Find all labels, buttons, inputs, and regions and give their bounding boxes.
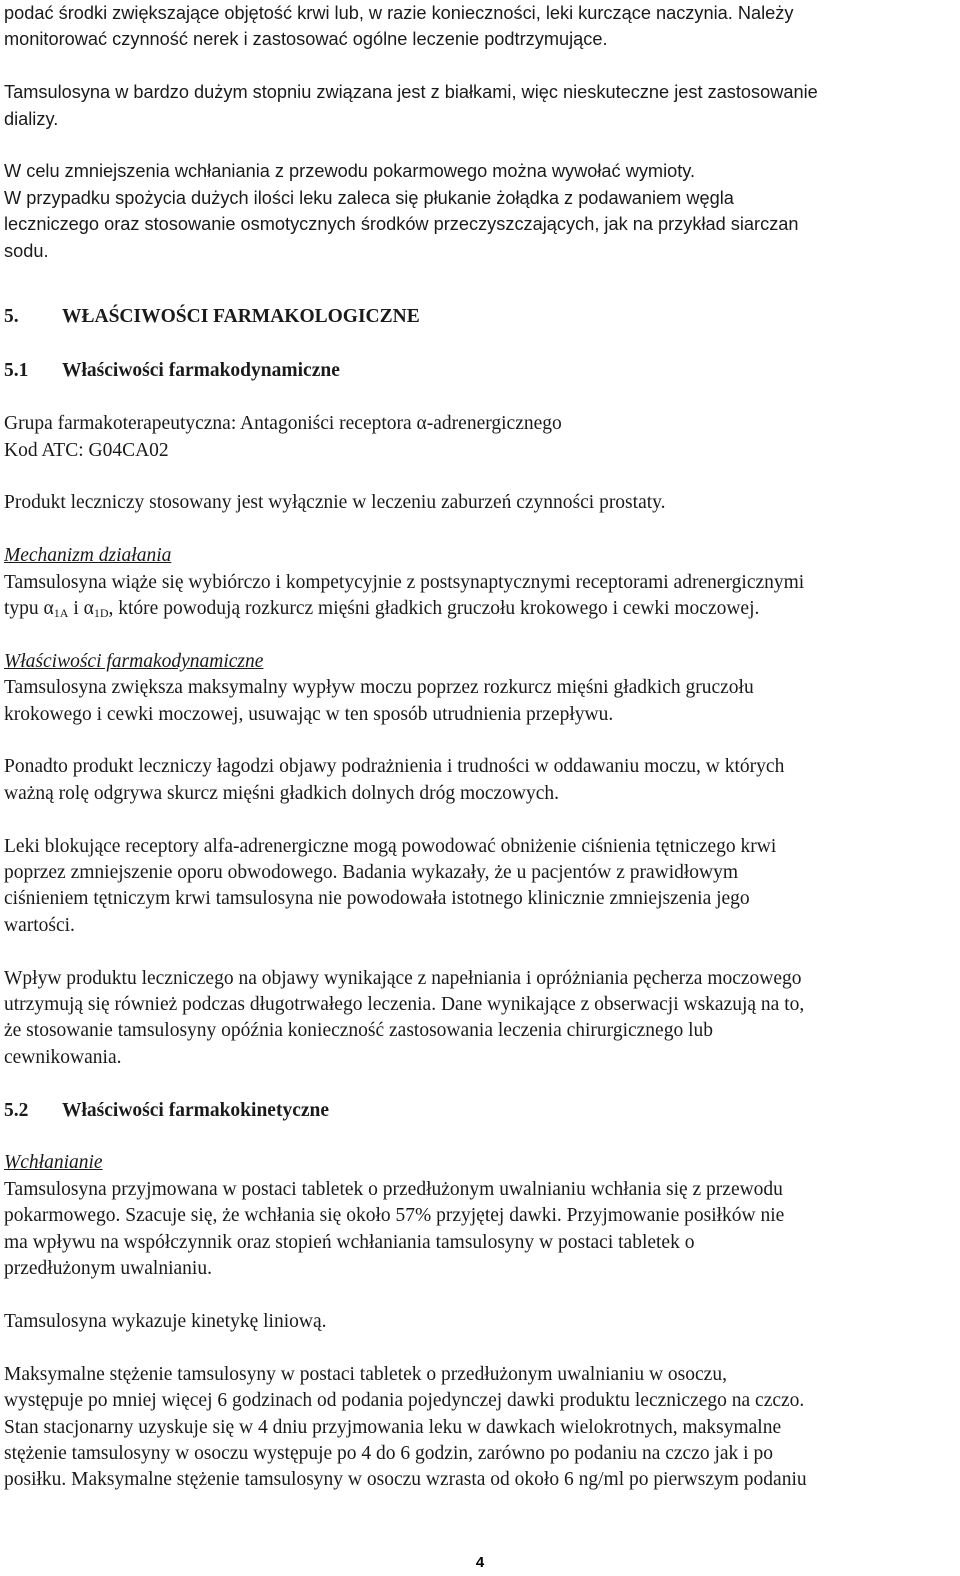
text-line: Tamsulosyna wykazuje kinetykę liniową. xyxy=(4,1310,327,1332)
section-title: Właściwości farmakokinetyczne xyxy=(62,1099,330,1121)
text-line: dializy. xyxy=(4,108,59,129)
text-line: sodu. xyxy=(4,240,49,261)
text-line: ciśnieniem tętniczym krwi tamsulosyna nie powodowała istotnego klinicznie zmniejszenia jego xyxy=(4,888,750,910)
mechanism-heading: Mechanizm działania xyxy=(4,545,172,567)
text-line: posiłku. Maksymalne stężenie tamsulosyny w osoczu wzrasta od około 6 ng/ml po pierwszym podaniu xyxy=(4,1469,807,1491)
text-line: Maksymalne stężenie tamsulosyny w postaci tabletek o przedłużonym uwalnianiu w osoczu, xyxy=(4,1363,727,1385)
section-title: WŁAŚCIWOŚCI FARMAKOLOGICZNE xyxy=(62,306,420,328)
text-line: Stan stacjonarny uzyskuje się w 4 dniu przyjmowania leku w dawkach wielokrotnych, maksymalne xyxy=(4,1416,782,1438)
product-indication: Produkt leczniczy stosowany jest wyłącznie w leczeniu zaburzeń czynności prostaty. xyxy=(4,492,666,514)
text-line: krokowego i cewki moczowej, usuwając w ten sposób utrudnienia przepływu. xyxy=(4,703,614,725)
text-line: Tamsulosyna zwiększa maksymalny wypływ moczu poprzez rozkurcz mięśni gładkich gruczołu xyxy=(4,677,754,699)
text-line: Tamsulosyna przyjmowana w postaci tabletek o przedłużonym uwalnianiu wchłania się z przewodu xyxy=(4,1178,783,1200)
pharmacotherapeutic-group: Grupa farmakoterapeutyczna: Antagoniści receptora α-adrenergiczneg​o xyxy=(4,413,562,435)
text-line: utrzymują się również podczas długotrwałego leczenia. Dane wynikające z obserwacji wskazują na to, xyxy=(4,994,805,1016)
text-line: wartości. xyxy=(4,914,75,936)
atc-code: Kod ATC: G04CA02 xyxy=(4,439,169,461)
pharmacodynamics-heading: Właściwości farmakodynamiczne xyxy=(4,650,264,672)
text-line: pokarmowego. Szacuje się, że wchłania się około 57% przyjętej dawki. Przyjmowanie posiłków nie xyxy=(4,1205,785,1227)
text-line: cewnikowania. xyxy=(4,1046,122,1068)
section-title: Właściwości farmakodynamiczne xyxy=(62,360,340,382)
text-line: ma wpływu na współczynnik oraz stopień wchłaniania tamsulosyny w postaci tabletek o xyxy=(4,1231,695,1253)
subscript: 1A xyxy=(53,606,69,621)
text-fragment: , które powodują rozkurcz mięśni gładkich gruczołu krokowego i cewki moczowej. xyxy=(108,598,760,620)
text-line: stężenie tamsulosyny w osoczu występuje po 4 do 6 godzin, zarówno po podaniu na czczo jak i po xyxy=(4,1442,773,1464)
section-number: 5. xyxy=(4,306,19,328)
text-line: Ponadto produkt leczniczy łagodzi objawy podrażnienia i trudności w oddawaniu moczu, w których xyxy=(4,756,785,778)
overdose-text xyxy=(4,0,954,264)
text-line: Tamsulosyna wiąże się wybiórczo i kompetycyjnie z postsynaptycznymi receptorami adrenergicznymi xyxy=(4,571,805,593)
section-number: 5.1 xyxy=(4,360,29,382)
text-line: Leki blokujące receptory alfa-adrenergiczne mogą powodować obniżenie ciśnienia tętniczego krwi xyxy=(4,835,777,857)
text-line: Wpływ produktu leczniczego na objawy wynikające z napełniania i opróżniania pęcherza moczowego xyxy=(4,967,802,989)
text-line: leczniczego oraz stosowanie osmotycznych środków przeczyszczających, jak na przykład siarczan xyxy=(4,214,799,235)
text-line: że stosowanie tamsulosyny opóźnia konieczność zastosowania leczenia chirurgicznego lub xyxy=(4,1020,713,1042)
text-line: Tamsulosyna w bardzo dużym stopniu związana jest z białkami, więc nieskuteczne jest zastosowanie xyxy=(4,82,818,103)
text-line: występuje po mniej więcej 6 godzinach od podania pojedynczej dawki produktu leczniczego na czczo. xyxy=(4,1390,805,1412)
text-line: monitorować czynność nerek i zastosować ogólne leczenie podtrzymujące. xyxy=(4,29,608,50)
section-number: 5.2 xyxy=(4,1099,29,1121)
text-line: poprzez zmniejszenie oporu obwodowego. Badania wykazały, że u pacjentów z prawidłowym xyxy=(4,862,739,884)
text-line: W celu zmniejszenia wchłaniania z przewodu pokarmowego można wywołać wymioty. xyxy=(4,161,696,182)
document-page xyxy=(4,0,954,1494)
subscript: 1D xyxy=(93,606,109,621)
text-line: W przypadku spożycia dużych ilości leku zaleca się płukanie żołądka z podawaniem węgla xyxy=(4,187,734,208)
text-line: ważną rolę odgrywa skurcz mięśni gładkich dolnych dróg moczowych. xyxy=(4,782,560,804)
page-number: 4 xyxy=(475,1554,485,1571)
text-fragment: i α xyxy=(68,598,94,620)
text-line xyxy=(4,596,954,622)
section-5-1-heading xyxy=(4,358,954,384)
text-line: przedłużonym uwalnianiu. xyxy=(4,1258,212,1280)
text-line: podać środki zwiększające objętość krwi lub, w razie konieczności, leki kurczące naczynia. Należy xyxy=(4,3,794,23)
absorption-heading: Wchłanianie xyxy=(4,1152,103,1174)
text-fragment: typu α xyxy=(4,598,54,620)
section-5-heading xyxy=(4,304,954,330)
section-5-2-heading xyxy=(4,1098,954,1124)
